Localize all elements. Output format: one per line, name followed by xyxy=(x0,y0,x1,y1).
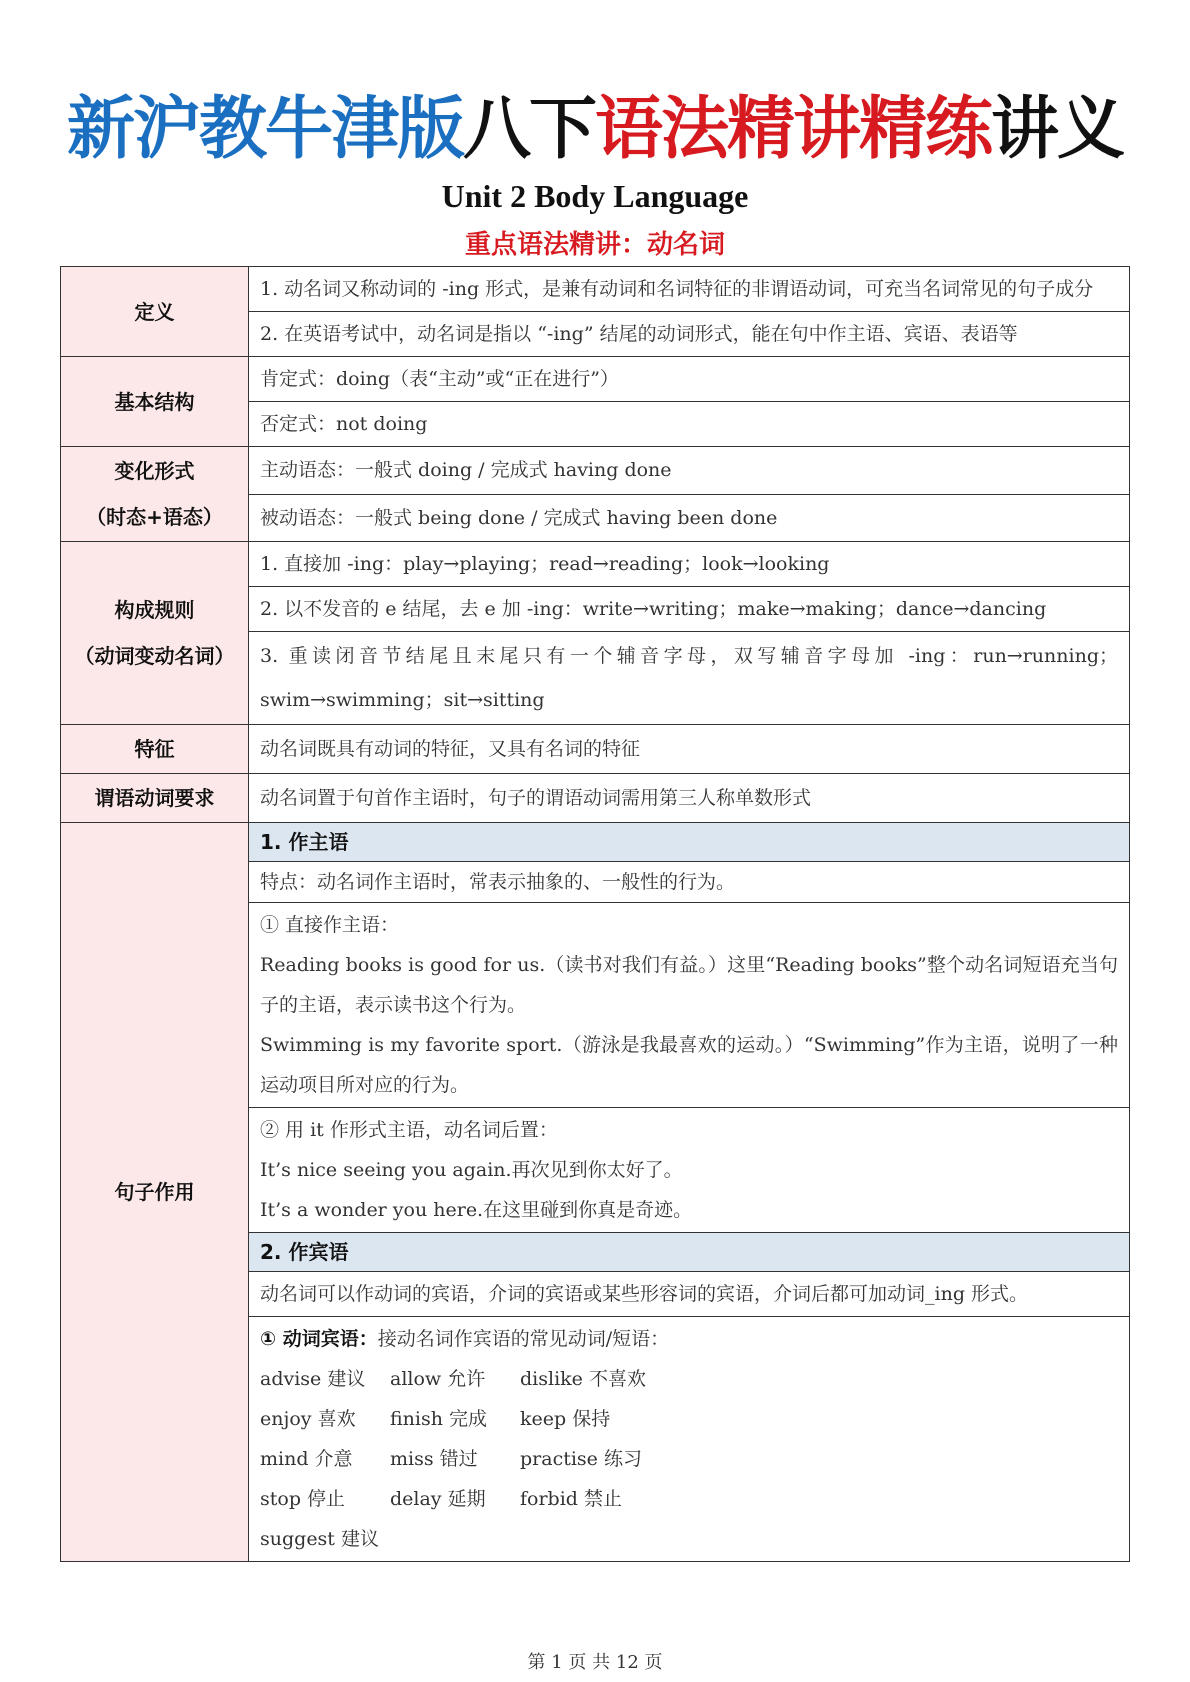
verb-item: allow 允许 xyxy=(390,1368,486,1390)
footer-page-total: 12 xyxy=(615,1652,639,1673)
footer-suffix: 页 xyxy=(644,1652,663,1673)
forms-label-line1: 变化形式 xyxy=(114,459,195,483)
title-part-topic: 语法精讲精练 xyxy=(595,90,992,169)
document-title xyxy=(0,88,1190,172)
rules-item: 2. 以不发音的 e 结尾，去 e 加 -ing：write→writing；make→making；dance→dancing xyxy=(249,587,1130,632)
forms-label-line2: （时态+语态） xyxy=(86,505,223,529)
footer-mid: 页 共 xyxy=(568,1652,611,1673)
verb-list-row xyxy=(260,1399,1118,1439)
row-label-structure: 基本结构 xyxy=(61,357,249,447)
verb-item: finish 完成 xyxy=(390,1408,488,1430)
verb-item: keep 保持 xyxy=(520,1408,611,1430)
row-label-forms xyxy=(61,447,249,542)
table-row xyxy=(61,725,1130,774)
grammar-table xyxy=(60,266,1130,1562)
verb-object-intro: 接动名词作宾语的常见动词/短语： xyxy=(377,1328,670,1350)
verb-item: enjoy 喜欢 xyxy=(260,1408,356,1430)
table-row xyxy=(61,267,1130,312)
direct-subject-example-2: Swimming is my favorite sport.（游泳是我最喜欢的运动。）“Swimming”作为主语，说明了一种运动项目所对应的行为。 xyxy=(260,1034,1118,1096)
footer-prefix: 第 xyxy=(527,1652,546,1673)
usage-subject-direct xyxy=(249,903,1130,1108)
usage-subject-it xyxy=(249,1108,1130,1233)
verb-list-row xyxy=(260,1439,1118,1479)
title-part-grade: 八下 xyxy=(462,90,595,169)
usage-object-verbs xyxy=(249,1317,1130,1562)
page-footer xyxy=(0,1648,1190,1674)
forms-item: 主动语态：一般式 doing / 完成式 having done xyxy=(249,447,1130,495)
rules-label-line1: 构成规则 xyxy=(114,598,195,622)
rules-label-line2: （动词变动名词） xyxy=(74,644,235,668)
verb-item: practise 练习 xyxy=(520,1448,642,1470)
verb-item: forbid 禁止 xyxy=(520,1488,622,1510)
verb-object-title: ① 动词宾语： xyxy=(260,1328,378,1350)
it-subject-title: ② 用 it 作形式主语，动名词后置： xyxy=(260,1119,558,1141)
table-row xyxy=(61,357,1130,402)
it-subject-example-2: It’s a wonder you here.在这里碰到你真是奇迹。 xyxy=(260,1199,693,1221)
verb-item: miss 错过 xyxy=(390,1448,478,1470)
direct-subject-title: ① 直接作主语： xyxy=(260,914,400,936)
verb-item: advise 建议 xyxy=(260,1368,366,1390)
verb-object-title-line xyxy=(260,1319,1118,1359)
it-subject-example-1: It’s nice seeing you again.再次见到你太好了。 xyxy=(260,1159,683,1181)
predicate-text: 动名词置于句首作主语时，句子的谓语动词需用第三人称单数形式 xyxy=(249,774,1130,823)
section-title: 重点语法精讲：动名词 xyxy=(464,230,725,260)
verb-list-row xyxy=(260,1479,1118,1519)
definition-item: 1. 动名词又称动词的 -ing 形式，是兼有动词和名词特征的非谓语动词，可充当名词常见的句子成分 xyxy=(249,267,1130,312)
usage-object-desc: 动名词可以作动词的宾语，介词的宾语或某些形容词的宾语，介词后都可加动词_ing 形式。 xyxy=(249,1272,1130,1317)
verb-item: delay 延期 xyxy=(390,1488,486,1510)
verb-list-row xyxy=(260,1359,1118,1399)
forms-item: 被动语态：一般式 being done / 完成式 having been done xyxy=(249,494,1130,542)
verb-list-row xyxy=(260,1519,1118,1559)
table-row xyxy=(61,774,1130,823)
structure-item: 肯定式：doing（表“主动”或“正在进行”） xyxy=(249,357,1130,402)
definition-item: 2. 在英语考试中，动名词是指以 “-ing” 结尾的动词形式，能在句中作主语、宾语、表语等 xyxy=(249,312,1130,357)
direct-subject-example-1: Reading books is good for us.（读书对我们有益。）这里“Reading books”整个动名词短语充当句子的主语，表示读书这个行为。 xyxy=(260,954,1118,1016)
row-label-definition: 定义 xyxy=(61,267,249,357)
title-part-publisher: 新沪教牛津版 xyxy=(66,90,463,169)
row-label-usage: 句子作用 xyxy=(61,823,249,1562)
title-part-handout: 讲义 xyxy=(991,90,1124,169)
verb-item: suggest 建议 xyxy=(260,1528,379,1550)
table-row xyxy=(61,542,1130,587)
row-label-features: 特征 xyxy=(61,725,249,774)
verb-item: mind 介意 xyxy=(260,1448,353,1470)
rules-item: 3. 重读闭音节结尾且末尾只有一个辅音字母，双写辅音字母加 -ing：run→running；swim→swimming；sit→sitting xyxy=(249,632,1130,725)
rules-item: 1. 直接加 -ing：play→playing；read→reading；look→looking xyxy=(249,542,1130,587)
row-label-predicate: 谓语动词要求 xyxy=(61,774,249,823)
footer-page-number: 1 xyxy=(551,1652,563,1673)
usage-object-heading: 2. 作宾语 xyxy=(249,1233,1130,1272)
features-text: 动名词既具有动词的特征，又具有名词的特征 xyxy=(249,725,1130,774)
usage-subject-feature: 特点：动名词作主语时，常表示抽象的、一般性的行为。 xyxy=(249,862,1130,903)
row-label-rules xyxy=(61,542,249,725)
verb-item: stop 停止 xyxy=(260,1488,346,1510)
verb-item: dislike 不喜欢 xyxy=(520,1368,646,1390)
table-row xyxy=(61,447,1130,495)
table-row xyxy=(61,823,1130,862)
usage-subject-heading: 1. 作主语 xyxy=(249,823,1130,862)
structure-item: 否定式：not doing xyxy=(249,402,1130,447)
unit-title: Unit 2 Body Language xyxy=(441,178,749,214)
